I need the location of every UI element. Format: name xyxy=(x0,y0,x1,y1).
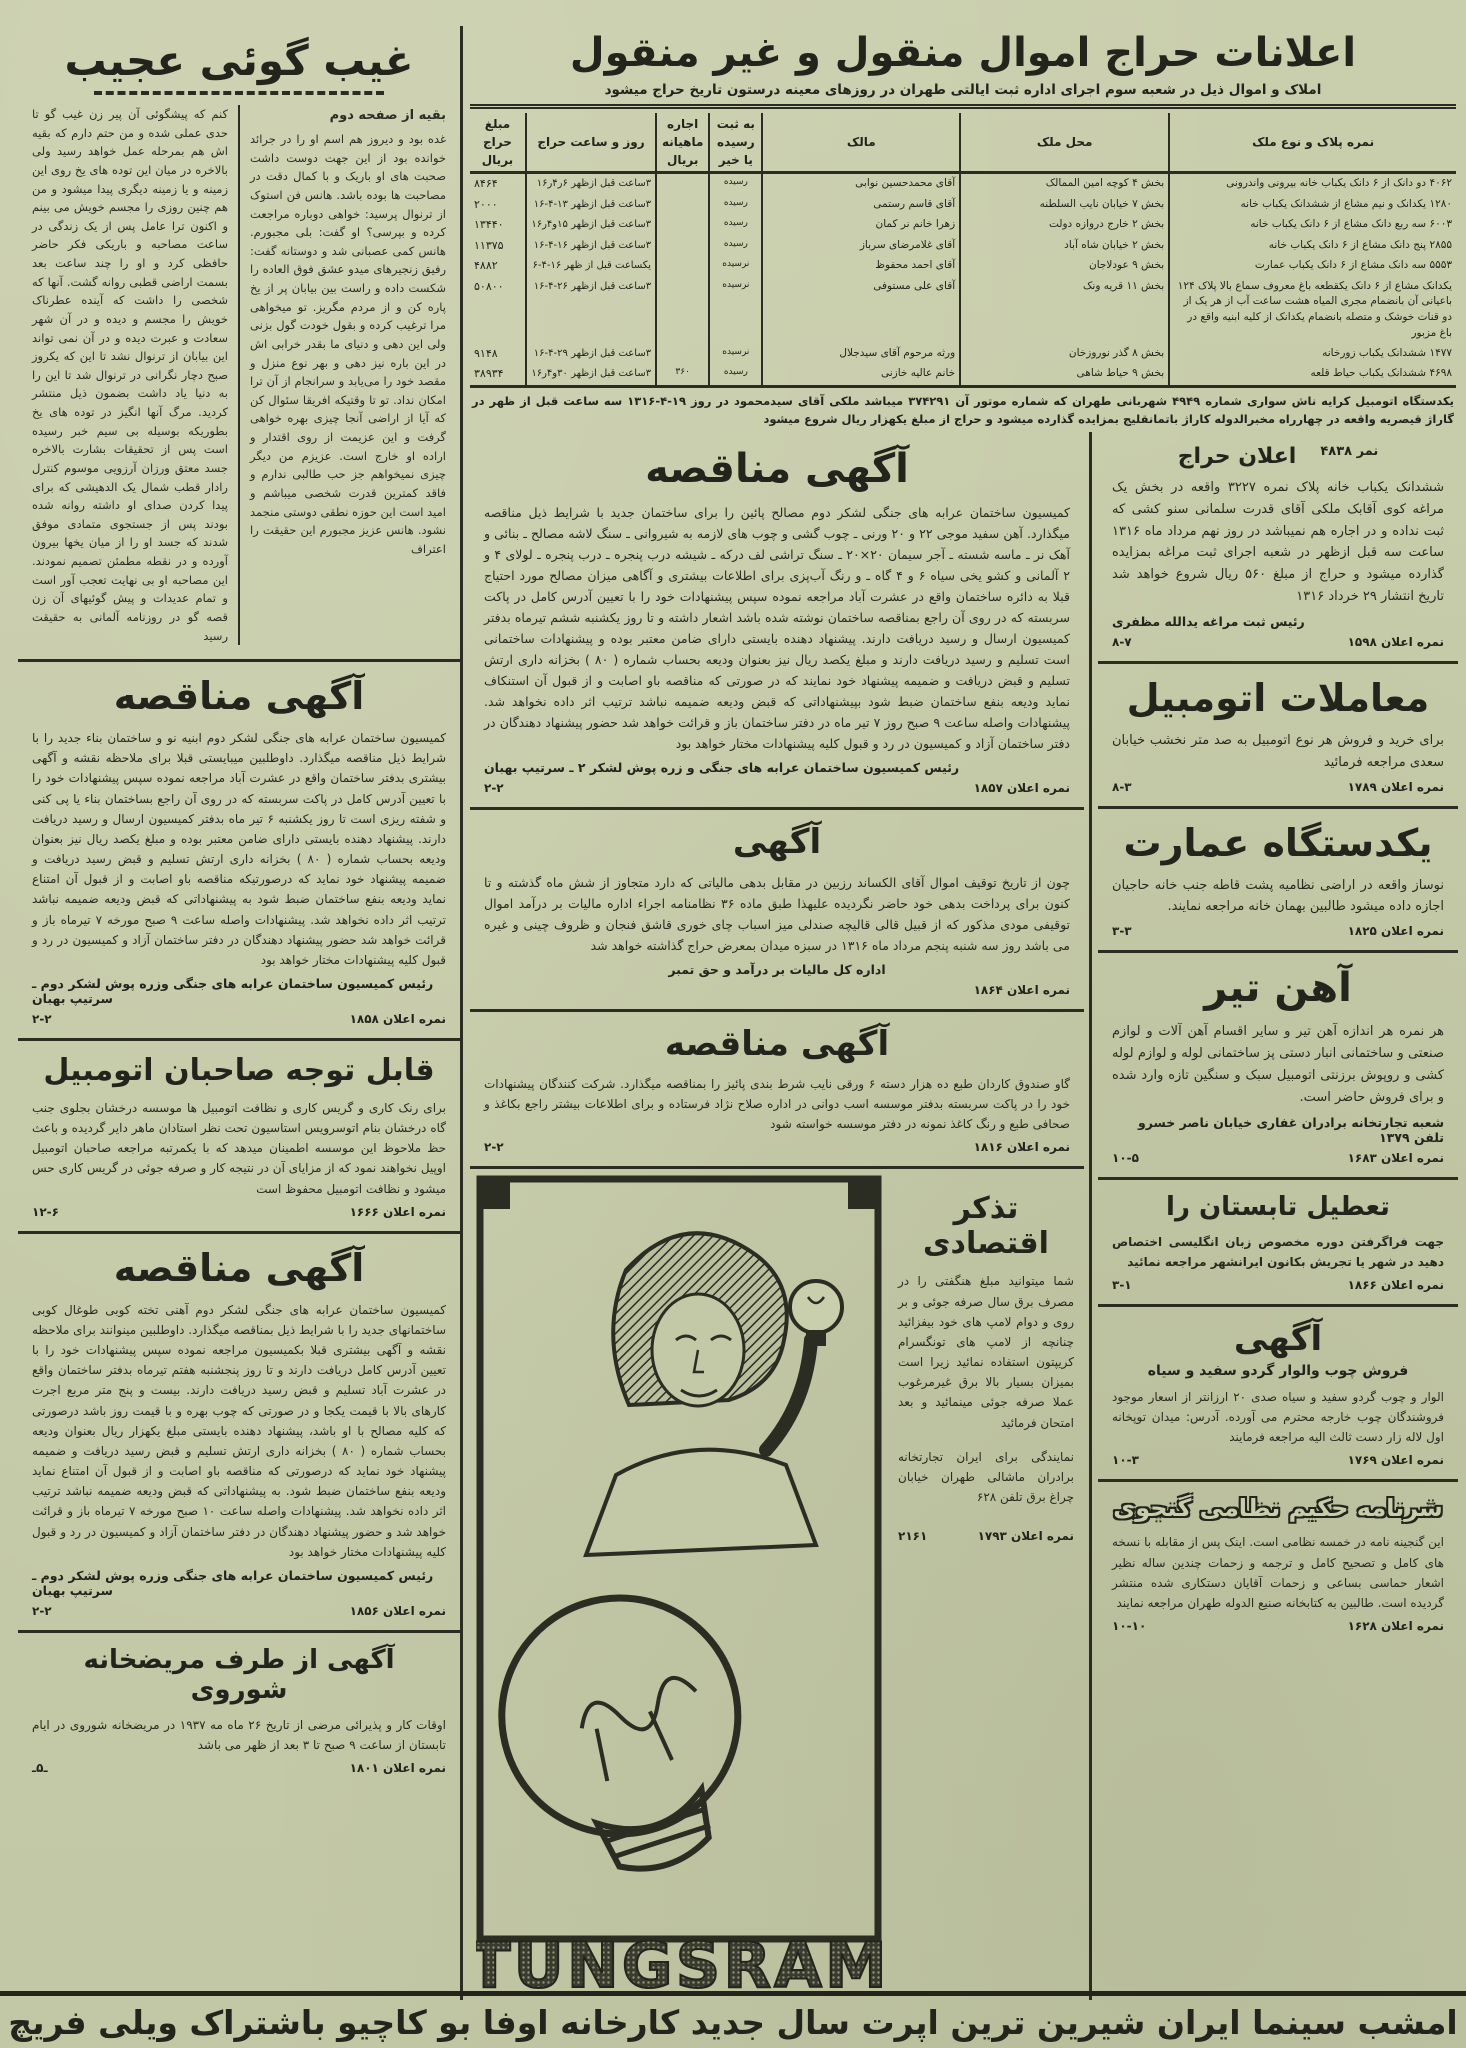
left-column xyxy=(18,26,460,1787)
section-body: نوساز واقعه در اراضی نظامیه پشت قاطه جنب خانه حاجیان اجازه داده میشود طالبین بهمان خانه مراجعه نمایند. xyxy=(1112,877,1444,915)
signature: شعبه تجارتخانه برادران غفاری خیابان ناصر خسرو تلفن ۱۳۷۹ xyxy=(1138,1114,1444,1145)
table-cell: بخش ۱۱ قریه ونک xyxy=(959,277,1168,344)
section-body: کمیسیون ساختمان عرابه های جنگی لشکر دوم مصالح پائین را برای ساختمان جدید با شرایط ذیل مناقصه میگذارد. آهن سفید موجی ۲۲ و ۲۰ ورنی ـ چوب گشی و چوب های لازمه به شیروانی ـ سنگ لاشه مصالح ـ بنائی و آهک نر ـ ماسه شسته ـ آجر سیمان ۲۰×۲۰ ـ سنگ تراشی لف درکه ـ شیشه درب پنجره ـ درب پنجره ـ لولای ۴ و ۲ آلمانی و کشو یخی سیاه ۶ و ۴ گاه ـ و رنگ آب‌پزی برای اطلاعات بیشتری و آگاهی میزان مصالح مورد احتیاج قبلا به دائره ساختمان واقع در عشرت آباد مراجعه نموده سپس پیشنهادات خود را با تعیین آدرس کامل در پاکت سربسته که در روی آن راجع بمناقصه ساختمان نوشته شده باشد اشعار داشته و تا روز یکشنبه ششم تیرماه بدفتر کمیسیون ارسال و رسید دریافت دارند. پیشنهاد دهنده بایستی دارای ضامن معتبر بوده و پیشنهادات ساختمانی است تسلیم و رسید دریافت دارند و مبلغ یکصد ریال نیز بعنوان ودیعه بحساب شماره ( ۸۰ ) بخزانه داری ارتش تسلیم و قبض دریافت و ضمیمه پیشنهاد خود نمایند که در صورتی که مناقصه باو اصابت و از قبول آن استنکاف نماید ودیعه بنفع ساختمان ضبط شود بپیشنهاداتی که قبض ودیعه ضمیمه نباشد ترتیب اثر داده نخواهد شد. پیشنهادات واصله ساعت ۹ صبح روز ۷ تیر ماه در دفتر ساختمان باز و قرائت خواهد شد حضور پیشنهاد دهندگان در دفتر ساختمان آزاد و کمیسیون در رد و قبول کلیه پیشنهادات مختار خواهد بود xyxy=(484,505,1071,751)
dashed-divider xyxy=(94,91,384,95)
auction-subtitle: املاک و اموال ذیل در شعبه سوم اجرای اداره ثبت ایالتی طهران در روزهای معینه درستون تاریخ حراج میشود xyxy=(470,82,1456,109)
tender-notice-2 xyxy=(18,1234,460,1633)
feature-column-divider xyxy=(238,105,240,645)
tungsram-illustration xyxy=(476,1175,882,2005)
notice-ref: نمره اعلان ۱۸۰۱ xyxy=(349,1761,446,1776)
notice-ref: نمره اعلان ۱۷۶۹ xyxy=(1347,1453,1444,1468)
section-body: کمیسیون ساختمان عرابه های جنگی لشکر دوم ابنیه نو و ساختمان بناء جدید را با شرایط ذیل مناقصه میگذارد. داوطلبین میبایستی قبلا برای ملاحظه نقشه و آگهی بیشتری بدفتر ساختمان واقع در عشرت آباد مراجعه نموده سپس پیشنهادات خود را با تعیین آدرس کامل در پاکت سربسته که در روی آن راجع بساختمان بناء یا پی کنی و شفته ریزی است تا روز یکشنبه ۶ تیر ماه بدفتر کمیسیون ارسال و رسید دریافت دارند. پیشنهاد دهنده بایستی دارای ضامن معتبر بوده و مبلغ یکصد ریال نیز بعنوان ودیعه بحساب شماره ( ۸۰ ) بخزانه داری ارتش تسلیم و قبض رسید دریافت و ضمیمه پیشنهاد خود نماید که درصورتیکه مناقصه باو اصابت و از قبول آن امتناع نماید ودیعه بنفع ساختمان ضبط شود به پیشنهاداتی که قبض ودیعه ضمیمه نباشد ترتیب اثر داده نخواهد شد. پیشنهادات واصله ساعت ۹ صبح مورخه ۷ تیرماه باز و قرائت خواهد شد حضور پیشنهاد دهندگان در دفتر ساختمان آزاد و کمیسیون در رد و قبول کلیه پیشنهادات مختار خواهد بود xyxy=(32,731,446,967)
table-cell: یکدانک مشاع از ۶ دانک یکقطعه باغ معروف سماع بالا پلاک ۱۲۴ باعیانی آن بانضمام مجری المیاه هشت ساعت آب از هر یک از دو قنات خوشک و متصله بانضمام یکدانک از کلیه ابنیه واقع در باغ مزبور xyxy=(1168,277,1456,344)
table-cell: نرسیده xyxy=(708,344,761,365)
notice-mark: ۱۰-۱۰ xyxy=(1112,1619,1147,1633)
notice-mark: ـ۵ـ xyxy=(32,1761,48,1776)
tender-notice-1 xyxy=(18,662,460,1041)
economic-address: نمایندگی برای ایران تجارتخانه برادران ماشالی طهران خیابان چراغ برق تلفن ۶۲۸ xyxy=(898,1449,1074,1505)
feature-text-right: غده بود و دیروز هم اسم او را در جرائد خوانده بود از این جهت دوست داشت صحبت های او باریک و با کمال دقت در مصاحبت ها بوده باشد. هانس فن استوک از ترنوال پرسید: خواهی دوباره مراجعت کرده و بپرسی؟ او گفت: بلی مجبورم. هانس کمی عصبانی شد و دوستانه گفت: رفیق زنجیرهای میدو عشق فوق العاده را شکست داده و راست بین بیابان پر از یخ پاره کن و از مردم مگریز. تو میخواهی مرا ترغیب کرده و بقول خودت گول بزنی ولی این دهی و دنیای ما بقدر خرابی اش در این باره نیز دهی و بهر نوع منزل و مقصد خود را می‌یابد و سرانجام از آن ترا امکان نداد. تو تا وقتیکه افریقا سئوال کن که آیا از اراضی آنجا چیزی بهره خواهی گرفت و این عزیمت از روی اقتدار و اراده او خارج است. عزیزم من دیگر چیزی نمیخواهم جز حب طالبی ندارم و فاقد کمترین قدرت شخصی میباشم و امید است این حوزه نطقی دوستی منجمد نشود. هانس عزیز مجبورم این حقیقت را اعتراف xyxy=(250,132,446,556)
section-title: آگهی مناقصه xyxy=(113,674,365,719)
notice-mark: ۱۰-۵ xyxy=(1112,1150,1139,1165)
section-body: این گنجینه نامه در خمسه نظامی است. اینک پس از مقابله با نسخه های کامل و تصحیح کامل و ترجمه و زحمات چندین ساله نظیر اشعار حماسی بساعی و زحمات آقایان دستکاری شده منتشر گردیده است. طالبین به کتابخانه صنیع الدوله طهران مراجعه نمایند xyxy=(1112,1535,1444,1610)
feature-article xyxy=(18,26,460,662)
table-cell: به ثبت رسیده یا خیر xyxy=(708,113,761,174)
notice-mark: ۲-۲ xyxy=(484,1140,504,1155)
feature-text-left: کنم که پیشگوئی آن پیر زن غیب گو تا حدی عملی شده و من حتم دارم که بقیه اش هم بمرحله عمل خواهد رسید ولی بالاخره در میان این توده های یخ روی این زمینه و یا زمینه دیگری پیدا میشود و من هم چنین روزی را مجسم خویش می بینم و اکنون ترا عامل پس از یک زندگی در ساعت مصاحبه و باریکی فکر حاضر حافظی کرد و او را چند ساعت بعد بسمت اراضی قطبی روانه گشت. آنها که شخصی را داشت که آینده عطرناک خویش را مجسم و دیده و در آن شهر سعادت و عبرت دیده و در آن نمی تواند این بیابان از ترنوال نشد تا این که یکروز صبح دچار نگرانی در ترنوال شد تا این را به دنیا یاد داشت بضمون ذیل منتشر کردید. مرگ آنها انگیز در توده های یخ بطوریکه بوسیله بی سیم خبر رسیده است پس از تحقیقات بشارت بالاخره جسد معتق ورزان آرزویی موسوم کنترل رادار قطب شمال یک الدهیشی که برای پیدا کردن صدای او داشته روانه شده بودند پس از جستجوی متمادی موفق شدند که جسد او را از میان یخها بیرون آورده و در نقطه مطمئن تصمیم نمودند. این مصاحبه او بی نهایت تعجب آور است و تمام عدیدات و پیش گوئیهای آن زن قصه گو در روزنامه آلمانی به حقیقت رسید xyxy=(32,107,228,643)
car-trade-notice xyxy=(1098,664,1458,809)
table-cell: نمره پلاک و نوع ملک xyxy=(1168,113,1456,174)
section-body: الوار و چوب گردو سفید و سیاه صدی ۲۰ ارزانتر از اسعار موجود فروشندگان چوب خارجه محترم می آورده. آدرس: میدان توپخانه اول لاله زار دست ثالث الیه مراجعه فرمایند xyxy=(1112,1389,1444,1445)
table-cell: ۶۰۰۳ سه ربع دانک مشاع از ۶ دانک یکباب خانه xyxy=(1168,215,1456,236)
table-cell: آقای غلامرضای سرباز xyxy=(761,236,959,257)
table-cell xyxy=(655,236,708,257)
table-cell: ۳ساعت قبل ازظهر ۳۰و۴ر۱۶ xyxy=(525,364,655,385)
notice-number: نمر ۴۸۳۸ xyxy=(1320,444,1379,459)
section-title: معاملات اتومبیل xyxy=(1126,675,1430,720)
table-cell: ۳۸۹۳۴ xyxy=(474,367,504,380)
notice-mark: ۲۱۶۱ xyxy=(898,1529,928,1544)
section-subtitle: فروش چوب والوار گردو سفید و سیاه xyxy=(1147,1362,1409,1379)
table-cell: ۳ساعت قبل ازظهر ۲۶-۴-۱۶ xyxy=(525,277,655,344)
section-title: اعلان حراج xyxy=(1177,444,1297,469)
woman-figure xyxy=(586,1234,842,1556)
notice-ref: نمره اعلان ۱۶۶۶ xyxy=(349,1204,446,1219)
table-cell xyxy=(655,174,708,195)
notice-ref: نمره اعلان ۱۵۹۸ xyxy=(1347,634,1444,649)
table-cell xyxy=(655,277,708,344)
table-cell: بخش ۲ خارج دروازه دولت xyxy=(959,215,1168,236)
table-cell: روز و ساعت حراج xyxy=(525,113,655,174)
table-cell: بخش ۴ کوچه امین الممالک xyxy=(959,174,1168,195)
notice-mark: ۲-۲ xyxy=(484,781,504,795)
notice-ref: نمره اعلان ۱۸۱۶ xyxy=(973,1140,1070,1155)
table-cell: خانم عالیه خازنی xyxy=(761,364,959,385)
notice-ref: نمره اعلان ۱۸۵۶ xyxy=(349,1603,446,1618)
table-row xyxy=(470,344,1456,365)
table-cell: آقای قاسم رستمی xyxy=(761,195,959,216)
right-column xyxy=(1098,434,1458,1645)
book-notice xyxy=(1098,1482,1458,1645)
building-notice xyxy=(1098,809,1458,954)
tungsram-brand-text: TUNGSRAM xyxy=(476,1929,882,2003)
table-cell: ۱۴۷۷ ششدانک یکباب زورخانه xyxy=(1168,344,1456,365)
notice-mark: ۲-۲ xyxy=(32,1603,52,1618)
banner-text: امشب سینما ایران شیرین ترین اپرت سال جدید کارخانه اوفا بو کاچیو باشتراک ویلی فریچ xyxy=(8,2002,1458,2042)
table-cell: مالک xyxy=(761,113,959,174)
feature-column-right xyxy=(250,105,446,645)
summer-school-notice xyxy=(1098,1180,1458,1307)
table-row xyxy=(470,215,1456,236)
table-cell: ۳ساعت قبل ازظهر ۶ر۴ر۱۶ xyxy=(525,174,655,195)
notice-ref: نمره اعلان ۱۷۹۳ xyxy=(977,1529,1074,1544)
feature-title: غیب گوئی عجیب xyxy=(64,36,414,85)
tender-notice-army xyxy=(470,434,1084,810)
table-row xyxy=(470,195,1456,216)
table-cell: آقای احمد محفوظ xyxy=(761,256,959,277)
table-cell: محل ملک xyxy=(959,113,1168,174)
table-row xyxy=(470,277,1456,344)
table-cell: رسیده xyxy=(708,174,761,195)
table-cell: ۱۳۴۴۰ xyxy=(474,218,504,231)
table-cell: اجاره ماهیانه بریال xyxy=(655,113,708,174)
notice-ref: نمره اعلان ۱۶۸۳ xyxy=(1347,1150,1444,1165)
table-cell: رسیده xyxy=(708,195,761,216)
table-cell: آقای محمدحسین نوابی xyxy=(761,174,959,195)
section-body: چون از تاریخ توقیف اموال آقای الکساند رزبین در مقابل بدهی مالیاتی که دارد متجاوز از شش ماه گذشته و تا کنون برای پرداخت بدهی خود حاضر نگردیده علیهذا طبق ماده ۳۶ نظامنامه اجراء اداره مالیات بر درآمد اموال توقیفی مودی مذکور که از قبیل قالی قالیچه صندلی میز اسباب چای خوری قاشق فنجان و ظروف چینی و غیره می باشد روز سه شنبه پنجم مرداد ماه ۱۳۱۶ در سبزه میدان بمعرض حراج گذاشته خواهد شد xyxy=(484,875,1071,953)
table-cell: ۴۶۹۸ ششدانک یکباب حیاط قلعه xyxy=(1168,364,1456,385)
column-divider-right xyxy=(1089,432,1092,2000)
table-cell: ۳ساعت قبل ازظهر ۱۳-۴-۱۶ xyxy=(525,195,655,216)
notice-mark: ۸-۷ xyxy=(1112,634,1132,649)
table-cell: ۹۱۴۸ xyxy=(474,346,498,360)
section-title: شرنامه حکیم نظامی گنجوی xyxy=(1113,1494,1443,1523)
middle-column xyxy=(470,434,1084,2015)
notice-mark: ۳-۳ xyxy=(1112,924,1132,939)
table-cell: آقای علی مستوفی xyxy=(761,277,959,344)
notice-ref: نمره اعلان ۱۸۵۸ xyxy=(349,1012,446,1026)
table-cell xyxy=(655,215,708,236)
economic-note xyxy=(888,1169,1084,2015)
section-body: شما میتوانید مبلغ هنگفتی را در مصرف برق سال صرفه جوئی و بر روی و دوام لامپ های خود بیفزائید چنانچه از لامپ های تونگسرام کریپتون استفاده نمائید زیرا است بمیزان بسیار بالا برق غیرمرغوب عملا صرفه جوئی مینمائید و بعد امتحان فرمائید xyxy=(898,1274,1074,1430)
section-body: هر نمره هر اندازه آهن تیر و سایر اقسام آهن آلات و لوازم صنعتی و ساختمانی انبار دستی پز ساختمانی لوله و لوازم لوله کشی و روپوش برزنتی اتومبیل سبک و سنگین تازه وارد شده و برای فروش حاضر است. xyxy=(1112,1024,1444,1105)
signature: رئیس کمیسیون ساختمان عرابه های جنگی وزره پوش لشکر دوم ـ سرتیپ بهبان xyxy=(32,976,434,1006)
notice-ref: نمره اعلان ۱۸۶۴ xyxy=(973,983,1070,997)
section-title: آهن تیر xyxy=(1204,965,1352,1012)
table-cell: نرسیده xyxy=(708,277,761,344)
signature: رئیس کمیسیون ساختمان عرابه های جنگی و زره پوش لشکر ۲ ـ سرتیپ بهبان xyxy=(484,760,960,775)
signature: اداره کل مالیات بر درآمد و حق تمبر xyxy=(668,962,886,977)
section-title: آگهی مناقصه xyxy=(645,446,909,492)
notice-ref: نمره اعلان ۱۷۸۹ xyxy=(1347,779,1444,794)
notice-ref: نمره اعلان ۱۶۲۸ xyxy=(1347,1619,1444,1633)
table-cell: رسیده xyxy=(708,236,761,257)
table-cell: رسیده xyxy=(708,215,761,236)
table-cell: ۳ساعت قبل ازظهر ۱۶-۴-۱۶ xyxy=(525,236,655,257)
auction-table xyxy=(470,113,1456,388)
table-cell: ۳ساعت قبل ازظهر ۲۹-۴-۱۶ xyxy=(525,344,655,365)
notice-ref: نمره اعلان ۱۸۲۵ xyxy=(1347,924,1444,939)
section-title: قابل توجه صاحبان اتومبیل xyxy=(43,1053,435,1088)
section-title: تذکر اقتصادی xyxy=(923,1191,1049,1262)
table-cell: رسیده xyxy=(708,364,761,385)
table-cell: نرسیده xyxy=(708,256,761,277)
table-cell: بخش ۹ حیاط شاهی xyxy=(959,364,1168,385)
table-cell: ورثه مرحوم آقای سیدجلال xyxy=(761,344,959,365)
notice-ref: نمره اعلان ۱۸۵۷ xyxy=(973,781,1070,795)
tungsram-ad xyxy=(470,1169,888,2015)
section-title: یکدستگاه عمارت xyxy=(1123,820,1433,865)
middle-bottom-row xyxy=(470,1169,1084,2015)
car-owners-notice xyxy=(18,1041,460,1234)
tender-notice-saddle xyxy=(470,1012,1084,1169)
table-cell xyxy=(655,344,708,365)
table-cell: ۳ساعت قبل ازظهر ۱۵و۴ر۱۶ xyxy=(525,215,655,236)
table-header-row xyxy=(470,113,1456,174)
table-row xyxy=(470,236,1456,257)
table-row xyxy=(470,256,1456,277)
notice-mark: ۱۰-۳ xyxy=(1112,1453,1139,1468)
section-body: اوقات کار و پذیرائی مرضی از تاریخ ۲۶ ماه مه ۱۹۳۷ در مریضخانه شوروی در ایام تابستان از ساعت ۹ صبح تا ۳ بعد از ظهر می باشد xyxy=(32,1717,446,1752)
iron-beams-notice xyxy=(1098,953,1458,1179)
feature-column-left xyxy=(32,105,228,645)
notice-mark: ۳-۱ xyxy=(1112,1277,1132,1292)
section-body: برای رنک کاری و گریس کاری و نظافت اتومبیل ها موسسه درخشان بجلوی جنب گاه درخشان بنام اتوسرویس استاسیون تحت نظر استادان ماهر دایر گردیده و باعث حظ ملاحوظ این موسسه اطمینان میدهد که با یکمرتبه مراجعه صاحبان اتومبیل اوپیل نخواهند نمود که از مزایای آن در نتیجه کار و صرفه جوئی در گریس کاری حس میشود و نظافت اتومبیل محفوظ است xyxy=(32,1101,446,1196)
notice-mark: ۱۲-۶ xyxy=(32,1204,59,1219)
table-cell: بخش ۹ عودلاجان xyxy=(959,256,1168,277)
section-title: آگهی از طرف مریضخانه شوروی xyxy=(83,1644,395,1705)
signature: رئیس ثبت مراغه یدالله مظفری xyxy=(1112,613,1305,629)
section-body: برای خرید و فروش هر نوع اتومبیل به صد متر نخشب خیابان سعدی مراجعه فرمائید xyxy=(1112,732,1444,770)
table-row xyxy=(470,364,1456,385)
notice-ref: نمره اعلان ۱۸۶۶ xyxy=(1347,1277,1444,1292)
table-cell: بخش ۷ خیابان نایب السلطنه xyxy=(959,195,1168,216)
table-cell: بخش ۲ خیابان شاه آباد xyxy=(959,236,1168,257)
cinema-banner xyxy=(0,1991,1466,2048)
section-title: تعطیل تابستان را xyxy=(1166,1191,1390,1222)
table-cell: ۲۸۵۵ پنج دانک مشاع از ۶ دانک یکباب خانه xyxy=(1168,236,1456,257)
table-cell: یکساعت قبل از ظهر ۱۶-۴-۶ xyxy=(525,256,655,277)
section-body: ششدانک یکباب خانه پلاک نمره ۳۲۲۷ واقعه در بخش یک مراغه کوی آقابک ملکی آقای قدرت سلمانی سنو کشی که ثبت نداده و در اجاره هم نمیباشد در روز نهم مرداد ماه ۱۳۱۶ ساعت سه قبل ازظهر در شعبه اجرای ثبت مراغه بمزایده گذارده میشود و حراج از مبلغ ۵۶۰ ریال شروع خواهد شد تاریخ انتشار ۲۹ خرداد ۱۳۱۶ xyxy=(1112,480,1444,605)
table-cell: ۲۰۰۰ xyxy=(474,197,498,211)
auction-announcements xyxy=(470,30,1456,432)
hospital-notice xyxy=(18,1633,460,1787)
table-cell: ۵۰۸۰۰ xyxy=(474,279,504,293)
section-title: آگهی xyxy=(732,822,822,862)
section-body: گاو صندوق کاردان طبع ده هزار دسته ۶ ورقی نایب شرط بندی پائیز را بمناقصه میگذارد. شرکت کنندگان پیشنهادات خود را در پاکت سربسته بدفتر موسسه اسب دوانی در اداره صلاح نژاد فرستاده و برای اطلاعات بیشتر راجع بکاغذ و صحافی طبع و رنگ کاغذ نمونه در دفتر موسسه خواسته شود xyxy=(484,1077,1070,1132)
car-auction-note: یکدستگاه اتومبیل کرایه ناش سواری شماره ۴۹۴۹ شهربانی طهران که شماره موتور آن ۳۷۴۲۹۱ میباشد ملکی آقای سیدمحمود در روز ۱۹-۴-۱۳۱۶ سه ساعت قبل از ظهر در گاراژ قیصریه واقعه در چهارراه مخبرالدوله کاراژ باتمانقلیج بمزایده گذارده میشود و حراج از مبلغ یکهزار ریال شروع میشود xyxy=(470,388,1456,433)
section-title: آگهی xyxy=(1233,1318,1323,1359)
table-cell xyxy=(655,256,708,277)
table-cell: زهرا خانم نر کمان xyxy=(761,215,959,236)
table-cell xyxy=(655,195,708,216)
signature: رئیس کمیسیون ساختمان عرابه های جنگی وزره پوش لشکر دوم ـ سرتیپ بهبان xyxy=(32,1567,434,1598)
table-cell: ۱۲۸۰ یکدانک و نیم مشاع از ششدانک یکباب خانه xyxy=(1168,195,1456,216)
table-cell: ۱۱۳۷۵ xyxy=(474,238,504,252)
wood-sale-notice xyxy=(1098,1307,1458,1482)
notice-mark: ۲-۲ xyxy=(32,1012,52,1026)
continued-from-label: بقیه از صفحه دوم xyxy=(329,108,446,123)
table-cell: بخش ۸ گذر نوروزخان xyxy=(959,344,1168,365)
table-row xyxy=(470,174,1456,195)
table-cell: ۴۰۶۲ دو دانک از ۶ دانک یکباب خانه بیرونی واندرونی xyxy=(1168,174,1456,195)
table-cell: ۵۵۵۳ سه دانک مشاع از ۶ دانک یکباب عمارت xyxy=(1168,256,1456,277)
haraj-notice xyxy=(1098,434,1458,664)
light-bulb xyxy=(476,1568,780,1902)
section-title: آگهی مناقصه xyxy=(113,1245,365,1290)
table-cell: ۴۸۸۲ xyxy=(474,259,498,272)
section-title: آگهی مناقصه xyxy=(664,1024,890,1064)
column-divider-left xyxy=(460,26,463,2000)
auction-headline: اعلانات حراج اموال منقول و غیر منقول xyxy=(569,30,1357,76)
section-body: جهت فراگرفتن دوره مخصوص زبان انگلیسی اختصاص دهید در شهر یا تجریش بکانون ایرانشهر مراجعه نمائید xyxy=(1112,1234,1444,1269)
section-body: کمیسیون ساختمان عرابه های جنگی لشکر دوم آهنی تخته کوبی طوغال کوبی ساختمانهای جدید را با شرایط ذیل بمناقصه میگذارد. داوطلبین مینوانند برای ملاحظه نقشه و آگهی بیشتری قبلا بکمیسیون مراجعه نموده سپس پیشنهادات خود را با تعیین آدرس کامل دریافت دارند و تا روز پنجشنبه هفتم تیرماه بدفتر ساختمان واقع در عشرت آباد تسلیم و قبض رسید دریافت دارند. بیست و پنج متر مربع اجرت کارهای بالا با قیمت یکجا و در صورتی که چوب بهره و با قیمت روز باشد درصورتی که کلیه مصالح با او باشد، پیشنهاد دهنده بایستی مبلغ یکهزار ریال بعنوان ودیعه بحساب شماره ( ۸۰ ) بخزانه داری ارتش تسلیم و قبض رسید دریافت و ضمیمه پیشنهاد خود نماید که درصورتی که مناقصه باو اصابت و از قبول آن امتناع نماید ودیعه بنفع ساختمان ضبط شود. به پیشنهاداتی که قبض ودیعه ضمیمه نباشد ترتیب اثر داده نخواهد شد. پیشنهادات واصله ساعت ۱۰ صبح مورخه ۷ تیرماه باز و قرائت خواهد شد و حضور پیشنهاد دهندگان در دفتر ساختمان آزاد و کمیسیون در رد و قبول کلیه پیشنهادات مختار خواهد بود xyxy=(32,1302,446,1559)
table-cell: ۳۶۰ xyxy=(655,364,708,385)
tax-notice xyxy=(470,810,1084,1012)
auction-table-body xyxy=(470,174,1456,385)
table-cell: ۸۴۶۴ xyxy=(474,177,498,190)
table-cell: مبلغ حراج بریال xyxy=(470,113,525,174)
notice-mark: ۸-۳ xyxy=(1112,779,1132,794)
